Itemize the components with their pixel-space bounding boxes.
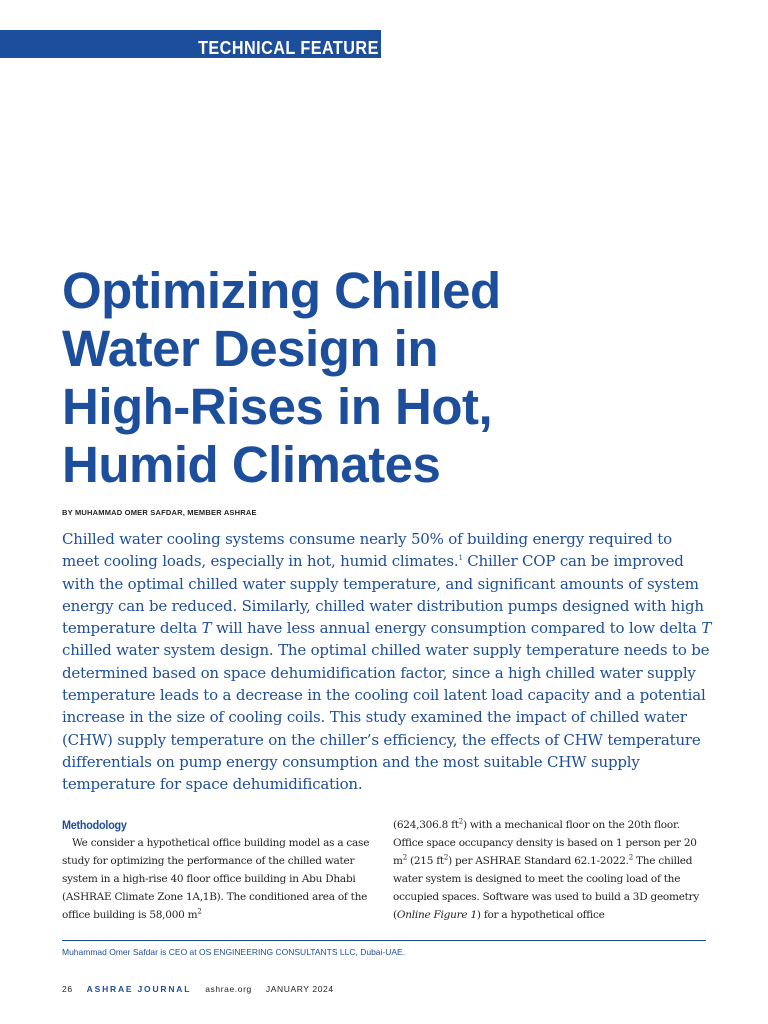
body-text-c: (215 ft: [406, 855, 444, 867]
body-paragraph-continued: [393, 816, 711, 924]
article-title: [62, 262, 702, 494]
website: ashrae.org: [205, 984, 252, 994]
reference-2: 2: [628, 853, 633, 862]
footnote-divider: [62, 940, 706, 941]
title-line-4: Humid Climates: [62, 436, 441, 493]
section-banner: [0, 30, 381, 58]
body-text-a: (624,306.8 ft: [393, 819, 459, 831]
issue-date: JANUARY 2024: [265, 984, 334, 994]
abstract-part-2: Chiller COP can be improved with the optimal chilled water supply temperature, and significant amounts of system energy can be reduced. Similarly, chilled water distribution pumps designed with high temperature delta: [62, 552, 704, 638]
body-text-d: ) per ASHRAE Standard 62.1-2022.: [448, 855, 629, 867]
superscript: 2: [458, 817, 463, 826]
title-line-3: High-Rises in Hot,: [62, 378, 493, 435]
journal-name: [87, 984, 192, 994]
delta-t-symbol: T: [201, 619, 212, 638]
body-column-right: [393, 816, 711, 924]
journal-name-part-2: JOURNAL: [137, 984, 192, 994]
abstract-part-4: chilled water system design. The optimal chilled water supply temperature needs to be determined based on space dehumidification factor, since a high chilled water supply temperature leads to a decrease in the cooling coil latent load capacity and a potential increase in the size of cooling coils. This study examined the impact of chilled water (CHW) supply temperature on the chiller’s efficiency, the effects of CHW temperature differentials on pump energy consumption and the most suitable CHW supply temperature for space dehumidification.: [62, 641, 710, 794]
journal-name-part-1: ASHRAE: [86, 984, 138, 994]
title-line-2: Water Design in: [62, 320, 438, 377]
abstract-part-3: will have less annual energy consumption compared to low delta: [211, 619, 702, 638]
figure-reference: Online Figure 1: [396, 909, 477, 921]
delta-t-symbol-2: T: [701, 619, 712, 638]
body-text-e: The chilled water system is designed to meet the cooling load of the occupied spaces. Software was used to build a 3D geometry (: [393, 855, 700, 921]
page-footer: [62, 984, 334, 994]
body-column-left: [62, 816, 382, 924]
abstract: [62, 528, 712, 796]
byline: BY MUHAMMAD OMER SAFDAR, MEMBER ASHRAE: [62, 508, 257, 517]
superscript: 2: [402, 853, 407, 862]
page-number: 26: [62, 984, 73, 994]
abstract-part-1: Chilled water cooling systems consume nearly 50% of building energy required to meet cooling loads, especially in hot, humid climates.: [62, 530, 672, 571]
author-note: Muhammad Omer Safdar is CEO at OS ENGINEERING CONSULTANTS LLC, Dubai-UAE.: [62, 947, 406, 957]
body-text-left: We consider a hypothetical office building model as a case study for optimizing the performance of the chilled water system in a high-rise 40 floor office building in Abu Dhabi (ASHRAE Climate Zone 1A,1B). The conditioned area of the office building is 58,000 m: [62, 837, 370, 921]
superscript: 2: [443, 853, 449, 862]
section-heading-methodology: Methodology: [62, 818, 127, 832]
body-text-f: ) for a hypothetical office: [476, 909, 605, 921]
body-paragraph: [62, 834, 382, 924]
superscript: 2: [197, 907, 202, 916]
reference-1: 1: [458, 554, 463, 563]
section-label: TECHNICAL FEATURE: [198, 38, 379, 58]
title-line-1: Optimizing Chilled: [62, 262, 501, 319]
body-text-b: ) with a mechanical floor on the 20th floor. Office space occupancy density is based on 1 person per 20 m: [393, 819, 697, 867]
